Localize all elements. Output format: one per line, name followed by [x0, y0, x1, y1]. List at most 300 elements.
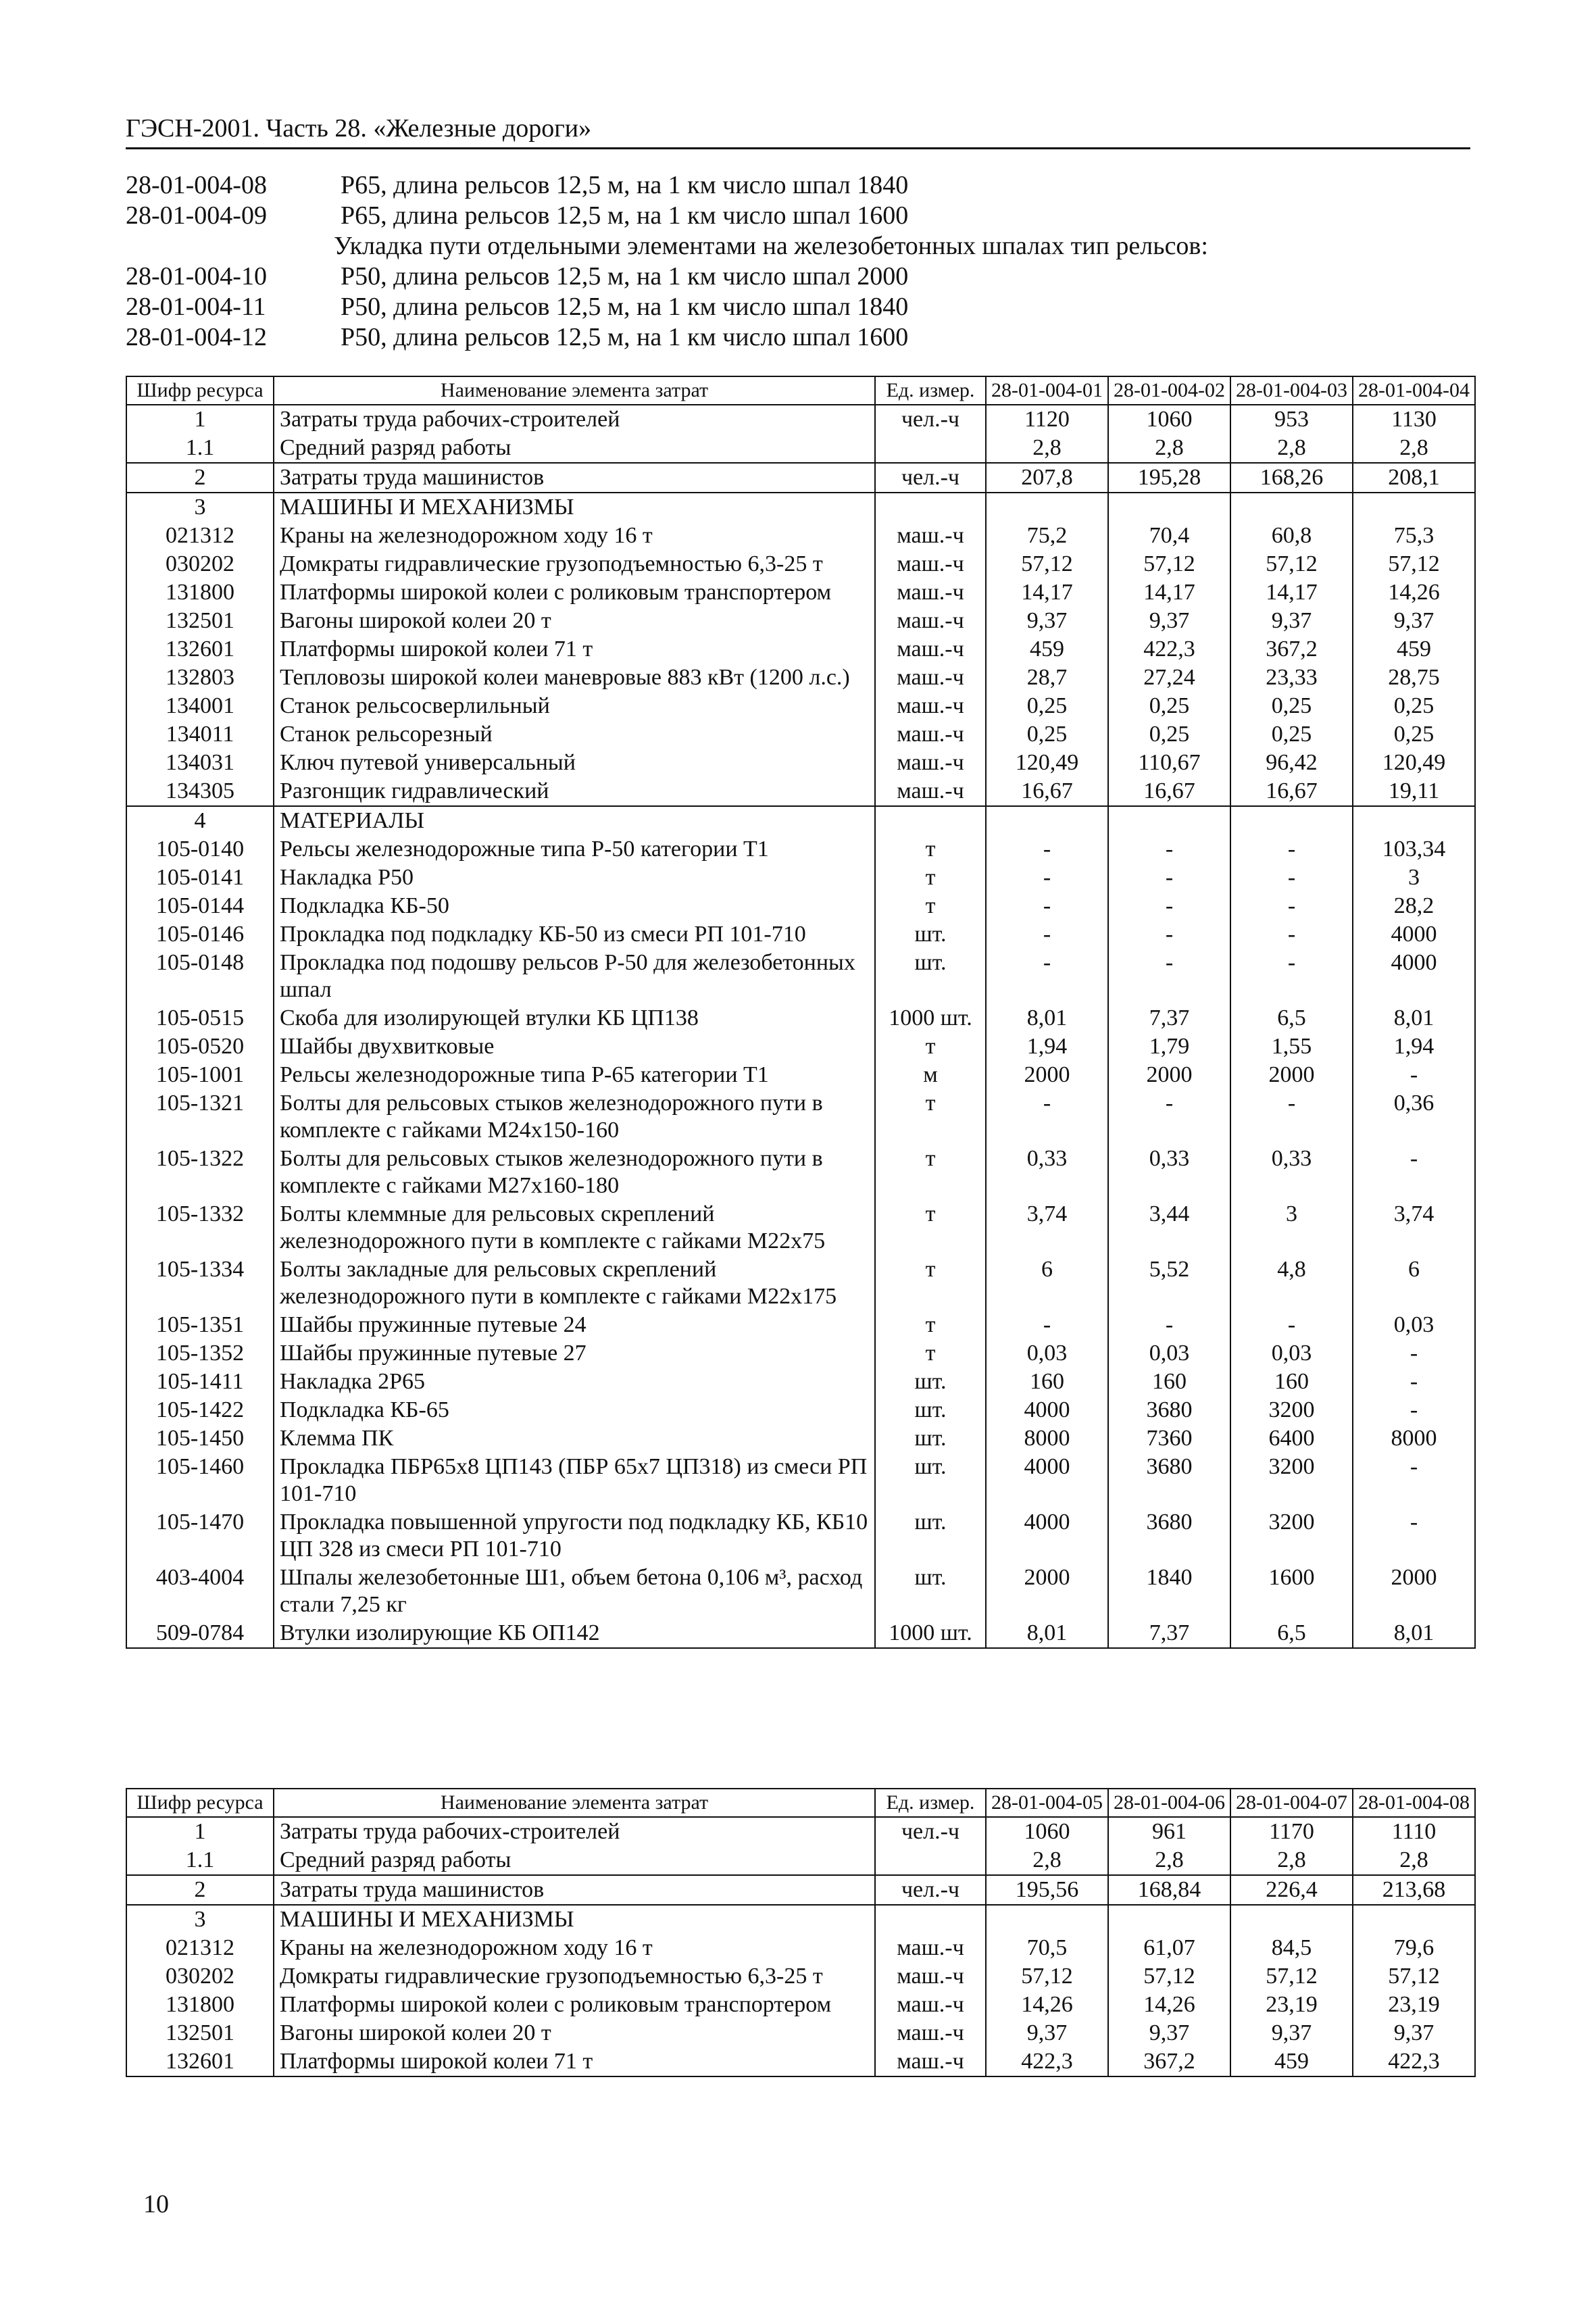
table-row — [126, 578, 1475, 607]
norm-value: 103,34 — [1353, 835, 1475, 864]
resource-unit: шт. — [875, 1424, 986, 1453]
norm-value: 3680 — [1108, 1396, 1230, 1424]
resource-code: 105-1352 — [126, 1339, 274, 1368]
norm-value: 14,17 — [1108, 578, 1230, 607]
norm-value: 459 — [1230, 2047, 1353, 2076]
norm-value: 6400 — [1230, 1424, 1353, 1453]
norm-value: - — [1353, 1339, 1475, 1368]
header-norm-4: 28-01-004-08 — [1353, 1789, 1475, 1817]
resource-name: МАШИНЫ И МЕХАНИЗМЫ — [274, 1905, 875, 1934]
norm-value: 1,94 — [986, 1032, 1108, 1061]
table-row — [126, 720, 1475, 749]
norm-value: 1840 — [1108, 1564, 1230, 1619]
resource-name: Тепловозы широкой колеи маневровые 883 кВт (1200 л.с.) — [274, 664, 875, 692]
resource-unit: т — [875, 1339, 986, 1368]
table-row — [126, 1962, 1475, 1991]
norm-value: - — [1108, 892, 1230, 920]
resource-code: 105-1322 — [126, 1145, 274, 1200]
norm-value: - — [1108, 949, 1230, 1004]
norm-value: - — [1353, 1145, 1475, 1200]
table-row — [126, 2019, 1475, 2047]
intro-code: 28-01-004-11 — [126, 293, 266, 321]
norm-value: 0,25 — [1230, 692, 1353, 720]
norm-value: - — [986, 1089, 1108, 1145]
norm-value: 9,37 — [1108, 2019, 1230, 2047]
norm-value: 79,6 — [1353, 1934, 1475, 1962]
table-row — [126, 1564, 1475, 1619]
resource-code: 134001 — [126, 692, 274, 720]
resource-code: 105-1332 — [126, 1200, 274, 1255]
norm-value: 28,7 — [986, 664, 1108, 692]
resource-unit — [875, 1905, 986, 1934]
table-row — [126, 777, 1475, 806]
resource-unit: маш.-ч — [875, 607, 986, 635]
resource-code: 131800 — [126, 578, 274, 607]
norm-value: 1,79 — [1108, 1032, 1230, 1061]
resource-unit: маш.-ч — [875, 578, 986, 607]
resource-name: Платформы широкой колеи 71 т — [274, 2047, 875, 2076]
table-row — [126, 1846, 1475, 1875]
resource-name: Болты для рельсовых стыков железнодорожного пути в комплекте с гайками М27х160-180 — [274, 1145, 875, 1200]
norm-value: 57,12 — [1108, 550, 1230, 578]
norm-value: 0,36 — [1353, 1089, 1475, 1145]
resource-code: 134011 — [126, 720, 274, 749]
norm-value: 14,17 — [1230, 578, 1353, 607]
norm-value: 2,8 — [1230, 434, 1353, 463]
norm-value: 4000 — [1353, 920, 1475, 949]
resource-unit: т — [875, 835, 986, 864]
resource-unit — [875, 493, 986, 522]
norm-value — [1108, 806, 1230, 835]
norm-value: 8,01 — [1353, 1619, 1475, 1648]
resource-unit: шт. — [875, 1564, 986, 1619]
norm-value: 3 — [1353, 864, 1475, 892]
header-norm-3: 28-01-004-03 — [1230, 376, 1353, 405]
norm-value: 57,12 — [1353, 550, 1475, 578]
norm-value: 953 — [1230, 405, 1353, 434]
norm-value: 2000 — [986, 1564, 1108, 1619]
resource-code: 105-0141 — [126, 864, 274, 892]
resource-name: Домкраты гидравлические грузоподъемностью 6,3-25 т — [274, 550, 875, 578]
table-row — [126, 1817, 1475, 1846]
resource-unit: т — [875, 1200, 986, 1255]
norm-value — [986, 493, 1108, 522]
resource-name: Вагоны широкой колеи 20 т — [274, 2019, 875, 2047]
resource-table-2 — [126, 1788, 1476, 2077]
header-name: Наименование элемента затрат — [274, 1789, 875, 1817]
norm-value: 0,33 — [1108, 1145, 1230, 1200]
resource-name: Ключ путевой универсальный — [274, 749, 875, 777]
norm-value: 1120 — [986, 405, 1108, 434]
resource-code: 105-1450 — [126, 1424, 274, 1453]
resource-unit: чел.-ч — [875, 405, 986, 434]
header-norm-2: 28-01-004-06 — [1108, 1789, 1230, 1817]
resource-unit: маш.-ч — [875, 749, 986, 777]
resource-unit: маш.-ч — [875, 2047, 986, 2076]
resource-code: 1 — [126, 405, 274, 434]
resource-name: Станок рельсосверлильный — [274, 692, 875, 720]
norm-value: 1,55 — [1230, 1032, 1353, 1061]
table-row — [126, 405, 1475, 434]
resource-name: Скоба для изолирующей втулки КБ ЦП138 — [274, 1004, 875, 1032]
norm-value: 1060 — [986, 1817, 1108, 1846]
resource-name: Краны на железнодорожном ходу 16 т — [274, 1934, 875, 1962]
resource-name: Прокладка под подошву рельсов Р-50 для железобетонных шпал — [274, 949, 875, 1004]
norm-value: 14,26 — [1353, 578, 1475, 607]
resource-unit: маш.-ч — [875, 692, 986, 720]
norm-value: - — [1108, 920, 1230, 949]
norm-value: 3,44 — [1108, 1200, 1230, 1255]
header-norm-1: 28-01-004-05 — [986, 1789, 1108, 1817]
table-header-row — [126, 1789, 1475, 1817]
norm-value: 8,01 — [986, 1004, 1108, 1032]
norm-value: 2000 — [1108, 1061, 1230, 1089]
norm-value: 4000 — [986, 1453, 1108, 1508]
norm-value: 19,11 — [1353, 777, 1475, 806]
norm-value: - — [1108, 1311, 1230, 1339]
norm-value: 2000 — [986, 1061, 1108, 1089]
resource-code: 105-1422 — [126, 1396, 274, 1424]
table-row — [126, 635, 1475, 664]
header-unit: Ед. измер. — [875, 376, 986, 405]
table-row — [126, 835, 1475, 864]
resource-name: Средний разряд работы — [274, 1846, 875, 1875]
resource-code: 2 — [126, 1875, 274, 1905]
resource-unit: шт. — [875, 1368, 986, 1396]
intro-text: Р65, длина рельсов 12,5 м, на 1 км число шпал 1600 — [341, 201, 909, 230]
header-norm-3: 28-01-004-07 — [1230, 1789, 1353, 1817]
norm-value: - — [986, 949, 1108, 1004]
norm-value: 120,49 — [1353, 749, 1475, 777]
norm-value — [1353, 1905, 1475, 1934]
norm-value: 6,5 — [1230, 1004, 1353, 1032]
resource-unit: маш.-ч — [875, 2019, 986, 2047]
resource-name: Рельсы железнодорожные типа Р-50 категории Т1 — [274, 835, 875, 864]
norm-value: 8,01 — [986, 1619, 1108, 1648]
resource-name: Втулки изолирующие КБ ОП142 — [274, 1619, 875, 1648]
norm-value: 0,03 — [1353, 1311, 1475, 1339]
table-row — [126, 664, 1475, 692]
norm-value: 0,25 — [1353, 720, 1475, 749]
norm-value: 0,25 — [1230, 720, 1353, 749]
norm-value: - — [1353, 1061, 1475, 1089]
norm-value: - — [986, 920, 1108, 949]
norm-value: - — [1230, 920, 1353, 949]
norm-value: 75,2 — [986, 522, 1108, 550]
resource-name: Станок рельсорезный — [274, 720, 875, 749]
norm-value: 2,8 — [1108, 434, 1230, 463]
resource-name: Шайбы двухвитковые — [274, 1032, 875, 1061]
resource-name: Болты для рельсовых стыков железнодорожного пути в комплекте с гайками М24х150-160 — [274, 1089, 875, 1145]
norm-value: 160 — [1230, 1368, 1353, 1396]
resource-code: 105-1460 — [126, 1453, 274, 1508]
resource-unit: шт. — [875, 920, 986, 949]
norm-value: 9,37 — [1353, 2019, 1475, 2047]
norm-value: 0,25 — [1108, 720, 1230, 749]
table-row — [126, 892, 1475, 920]
resource-unit: 1000 шт. — [875, 1004, 986, 1032]
resource-unit: шт. — [875, 949, 986, 1004]
resource-unit: т — [875, 892, 986, 920]
norm-value: 57,12 — [1108, 1962, 1230, 1991]
resource-code: 1.1 — [126, 434, 274, 463]
header-name: Наименование элемента затрат — [274, 376, 875, 405]
resource-code: 403-4004 — [126, 1564, 274, 1619]
norm-value: 2,8 — [1230, 1846, 1353, 1875]
header-norm-4: 28-01-004-04 — [1353, 376, 1475, 405]
table-row — [126, 1875, 1475, 1905]
resource-name: Подкладка КБ-65 — [274, 1396, 875, 1424]
resource-name: МАШИНЫ И МЕХАНИЗМЫ — [274, 493, 875, 522]
norm-value: 168,84 — [1108, 1875, 1230, 1905]
norm-value: 0,25 — [986, 720, 1108, 749]
resource-unit: т — [875, 1311, 986, 1339]
norm-value: 207,8 — [986, 463, 1108, 493]
table-row — [126, 1368, 1475, 1396]
norm-value: 2000 — [1230, 1061, 1353, 1089]
intro-code: 28-01-004-09 — [126, 201, 267, 230]
intro-text: Р50, длина рельсов 12,5 м, на 1 км число шпал 2000 — [341, 262, 909, 291]
norm-value: 9,37 — [986, 2019, 1108, 2047]
table-row — [126, 607, 1475, 635]
norm-value — [1230, 493, 1353, 522]
norm-value: 6,5 — [1230, 1619, 1353, 1648]
intro-item — [126, 322, 1470, 353]
norm-value: 16,67 — [986, 777, 1108, 806]
norm-value: 57,12 — [1230, 1962, 1353, 1991]
norm-value: 8000 — [1353, 1424, 1475, 1453]
resource-code: 030202 — [126, 550, 274, 578]
table-row — [126, 1424, 1475, 1453]
norm-value: 1,94 — [1353, 1032, 1475, 1061]
resource-name: Затраты труда машинистов — [274, 463, 875, 493]
resource-code: 105-0144 — [126, 892, 274, 920]
norm-value: 213,68 — [1353, 1875, 1475, 1905]
norm-value: - — [1108, 835, 1230, 864]
table-row — [126, 920, 1475, 949]
resource-unit: т — [875, 1145, 986, 1200]
header-code: Шифр ресурса — [126, 376, 274, 405]
norm-value: 4000 — [986, 1508, 1108, 1564]
resource-name: Прокладка под подкладку КБ-50 из смеси РП 101-710 — [274, 920, 875, 949]
norm-value: 5,52 — [1108, 1255, 1230, 1311]
resource-code: 105-1411 — [126, 1368, 274, 1396]
resource-name: МАТЕРИАЛЫ — [274, 806, 875, 835]
resource-name: Затраты труда рабочих-строителей — [274, 1817, 875, 1846]
norm-value: 195,28 — [1108, 463, 1230, 493]
resource-code: 105-0140 — [126, 835, 274, 864]
norm-value: 8000 — [986, 1424, 1108, 1453]
intro-text: Р50, длина рельсов 12,5 м, на 1 км число шпал 1600 — [341, 323, 909, 351]
resource-code: 509-0784 — [126, 1619, 274, 1648]
norm-value: 160 — [986, 1368, 1108, 1396]
norm-value: 61,07 — [1108, 1934, 1230, 1962]
norm-value: - — [1108, 864, 1230, 892]
resource-unit: т — [875, 1032, 986, 1061]
resource-unit: маш.-ч — [875, 1934, 986, 1962]
norm-value: - — [986, 892, 1108, 920]
norm-value: - — [986, 835, 1108, 864]
resource-name: Домкраты гидравлические грузоподъемностью 6,3-25 т — [274, 1962, 875, 1991]
resource-name: Шайбы пружинные путевые 27 — [274, 1339, 875, 1368]
resource-name: Затраты труда рабочих-строителей — [274, 405, 875, 434]
norm-value: 3200 — [1230, 1453, 1353, 1508]
norm-value: 2,8 — [1353, 434, 1475, 463]
norm-value: - — [1230, 864, 1353, 892]
resource-name: Платформы широкой колеи с роликовым транспортером — [274, 578, 875, 607]
resource-code: 131800 — [126, 1991, 274, 2019]
resource-unit: маш.-ч — [875, 550, 986, 578]
norm-value: 27,24 — [1108, 664, 1230, 692]
norm-value: 226,4 — [1230, 1875, 1353, 1905]
resource-code: 105-1334 — [126, 1255, 274, 1311]
norm-value: 3,74 — [1353, 1200, 1475, 1255]
resource-table-1 — [126, 376, 1476, 1649]
norm-value: 367,2 — [1230, 635, 1353, 664]
norm-value: 16,67 — [1108, 777, 1230, 806]
norm-value — [986, 806, 1108, 835]
norm-value: 160 — [1108, 1368, 1230, 1396]
resource-unit: т — [875, 1255, 986, 1311]
norm-value — [1230, 806, 1353, 835]
norm-value: 3200 — [1230, 1508, 1353, 1564]
table-row — [126, 1339, 1475, 1368]
table-header-row — [126, 376, 1475, 405]
norm-value: 2,8 — [1353, 1846, 1475, 1875]
norm-value: 75,3 — [1353, 522, 1475, 550]
table-row — [126, 463, 1475, 493]
page-header: ГЭСН-2001. Часть 28. «Железные дороги» — [126, 114, 1470, 149]
resource-code: 105-0515 — [126, 1004, 274, 1032]
resource-name: Шпалы железобетонные Ш1, объем бетона 0,106 м³, расход стали 7,25 кг — [274, 1564, 875, 1619]
norm-value: 459 — [1353, 635, 1475, 664]
intro-item — [126, 292, 1470, 322]
resource-code: 132601 — [126, 635, 274, 664]
resource-name: Подкладка КБ-50 — [274, 892, 875, 920]
resource-code: 105-1351 — [126, 1311, 274, 1339]
norm-value: 1600 — [1230, 1564, 1353, 1619]
intro-code: 28-01-004-10 — [126, 262, 267, 291]
norm-value: 110,67 — [1108, 749, 1230, 777]
resource-unit: чел.-ч — [875, 1817, 986, 1846]
resource-name: Клемма ПК — [274, 1424, 875, 1453]
resource-unit: чел.-ч — [875, 1875, 986, 1905]
table-row — [126, 1032, 1475, 1061]
norm-value: 168,26 — [1230, 463, 1353, 493]
table-row — [126, 1619, 1475, 1648]
norm-value: 14,17 — [986, 578, 1108, 607]
norm-value: 4000 — [986, 1396, 1108, 1424]
norm-value: - — [986, 864, 1108, 892]
norm-value: 208,1 — [1353, 463, 1475, 493]
table-row — [126, 1991, 1475, 2019]
norm-value: 9,37 — [1108, 607, 1230, 635]
norm-value: 96,42 — [1230, 749, 1353, 777]
norm-value: 57,12 — [986, 550, 1108, 578]
table-row — [126, 1311, 1475, 1339]
norm-value: - — [1230, 892, 1353, 920]
table-row — [126, 1145, 1475, 1200]
resource-unit: маш.-ч — [875, 720, 986, 749]
norm-value: 9,37 — [986, 607, 1108, 635]
table-row — [126, 864, 1475, 892]
norm-value: 2,8 — [1108, 1846, 1230, 1875]
norm-value: 84,5 — [1230, 1934, 1353, 1962]
resource-unit: м — [875, 1061, 986, 1089]
norm-value — [986, 1905, 1108, 1934]
table-row — [126, 522, 1475, 550]
resource-code: 105-1321 — [126, 1089, 274, 1145]
norm-value: 120,49 — [986, 749, 1108, 777]
norm-value: 195,56 — [986, 1875, 1108, 1905]
intro-subheading: Укладка пути отдельными элементами на железобетонных шпалах тип рельсов: — [334, 232, 1208, 260]
header-norm-1: 28-01-004-01 — [986, 376, 1108, 405]
norm-value: 4000 — [1353, 949, 1475, 1004]
resource-unit: маш.-ч — [875, 777, 986, 806]
resource-name: Вагоны широкой колеи 20 т — [274, 607, 875, 635]
header-unit: Ед. измер. — [875, 1789, 986, 1817]
norm-value: - — [986, 1311, 1108, 1339]
norm-value: 57,12 — [986, 1962, 1108, 1991]
resource-code: 4 — [126, 806, 274, 835]
table-row — [126, 1934, 1475, 1962]
resource-code: 030202 — [126, 1962, 274, 1991]
page-number: 10 — [143, 2190, 169, 2218]
norm-value: 422,3 — [986, 2047, 1108, 2076]
intro-list — [126, 170, 1470, 353]
norm-value: - — [1353, 1508, 1475, 1564]
norm-value: 4,8 — [1230, 1255, 1353, 1311]
intro-item — [126, 201, 1470, 231]
intro-text: Р65, длина рельсов 12,5 м, на 1 км число шпал 1840 — [341, 171, 909, 199]
norm-value: 28,75 — [1353, 664, 1475, 692]
table-row — [126, 1905, 1475, 1934]
table-row — [126, 1453, 1475, 1508]
resource-code: 134305 — [126, 777, 274, 806]
norm-value: 3680 — [1108, 1508, 1230, 1564]
table-row — [126, 493, 1475, 522]
norm-value: 961 — [1108, 1817, 1230, 1846]
norm-value: 0,25 — [1108, 692, 1230, 720]
norm-value: 9,37 — [1353, 607, 1475, 635]
norm-value: 2000 — [1353, 1564, 1475, 1619]
norm-value: 6 — [986, 1255, 1108, 1311]
resource-name: Прокладка ПБР65х8 ЦП143 (ПБР 65х7 ЦП318) из смеси РП 101-710 — [274, 1453, 875, 1508]
norm-value: 14,26 — [1108, 1991, 1230, 2019]
norm-value: 23,19 — [1353, 1991, 1475, 2019]
resource-code: 021312 — [126, 522, 274, 550]
norm-value: 0,03 — [1230, 1339, 1353, 1368]
table-row — [126, 1396, 1475, 1424]
norm-value: 0,03 — [986, 1339, 1108, 1368]
resource-name: Краны на железнодорожном ходу 16 т — [274, 522, 875, 550]
norm-value: 459 — [986, 635, 1108, 664]
resource-unit: маш.-ч — [875, 1962, 986, 1991]
resource-unit: 1000 шт. — [875, 1619, 986, 1648]
norm-value: 3200 — [1230, 1396, 1353, 1424]
resource-code: 132501 — [126, 607, 274, 635]
table-row — [126, 1004, 1475, 1032]
resource-unit — [875, 1846, 986, 1875]
norm-value: 8,01 — [1353, 1004, 1475, 1032]
resource-name: Прокладка повышенной упругости под подкладку КБ, КБ10 ЦП 328 из смеси РП 101-710 — [274, 1508, 875, 1564]
intro-item — [126, 262, 1470, 292]
resource-code: 132803 — [126, 664, 274, 692]
resource-unit — [875, 434, 986, 463]
header-norm-2: 28-01-004-02 — [1108, 376, 1230, 405]
norm-value: 28,2 — [1353, 892, 1475, 920]
resource-code: 105-1001 — [126, 1061, 274, 1089]
